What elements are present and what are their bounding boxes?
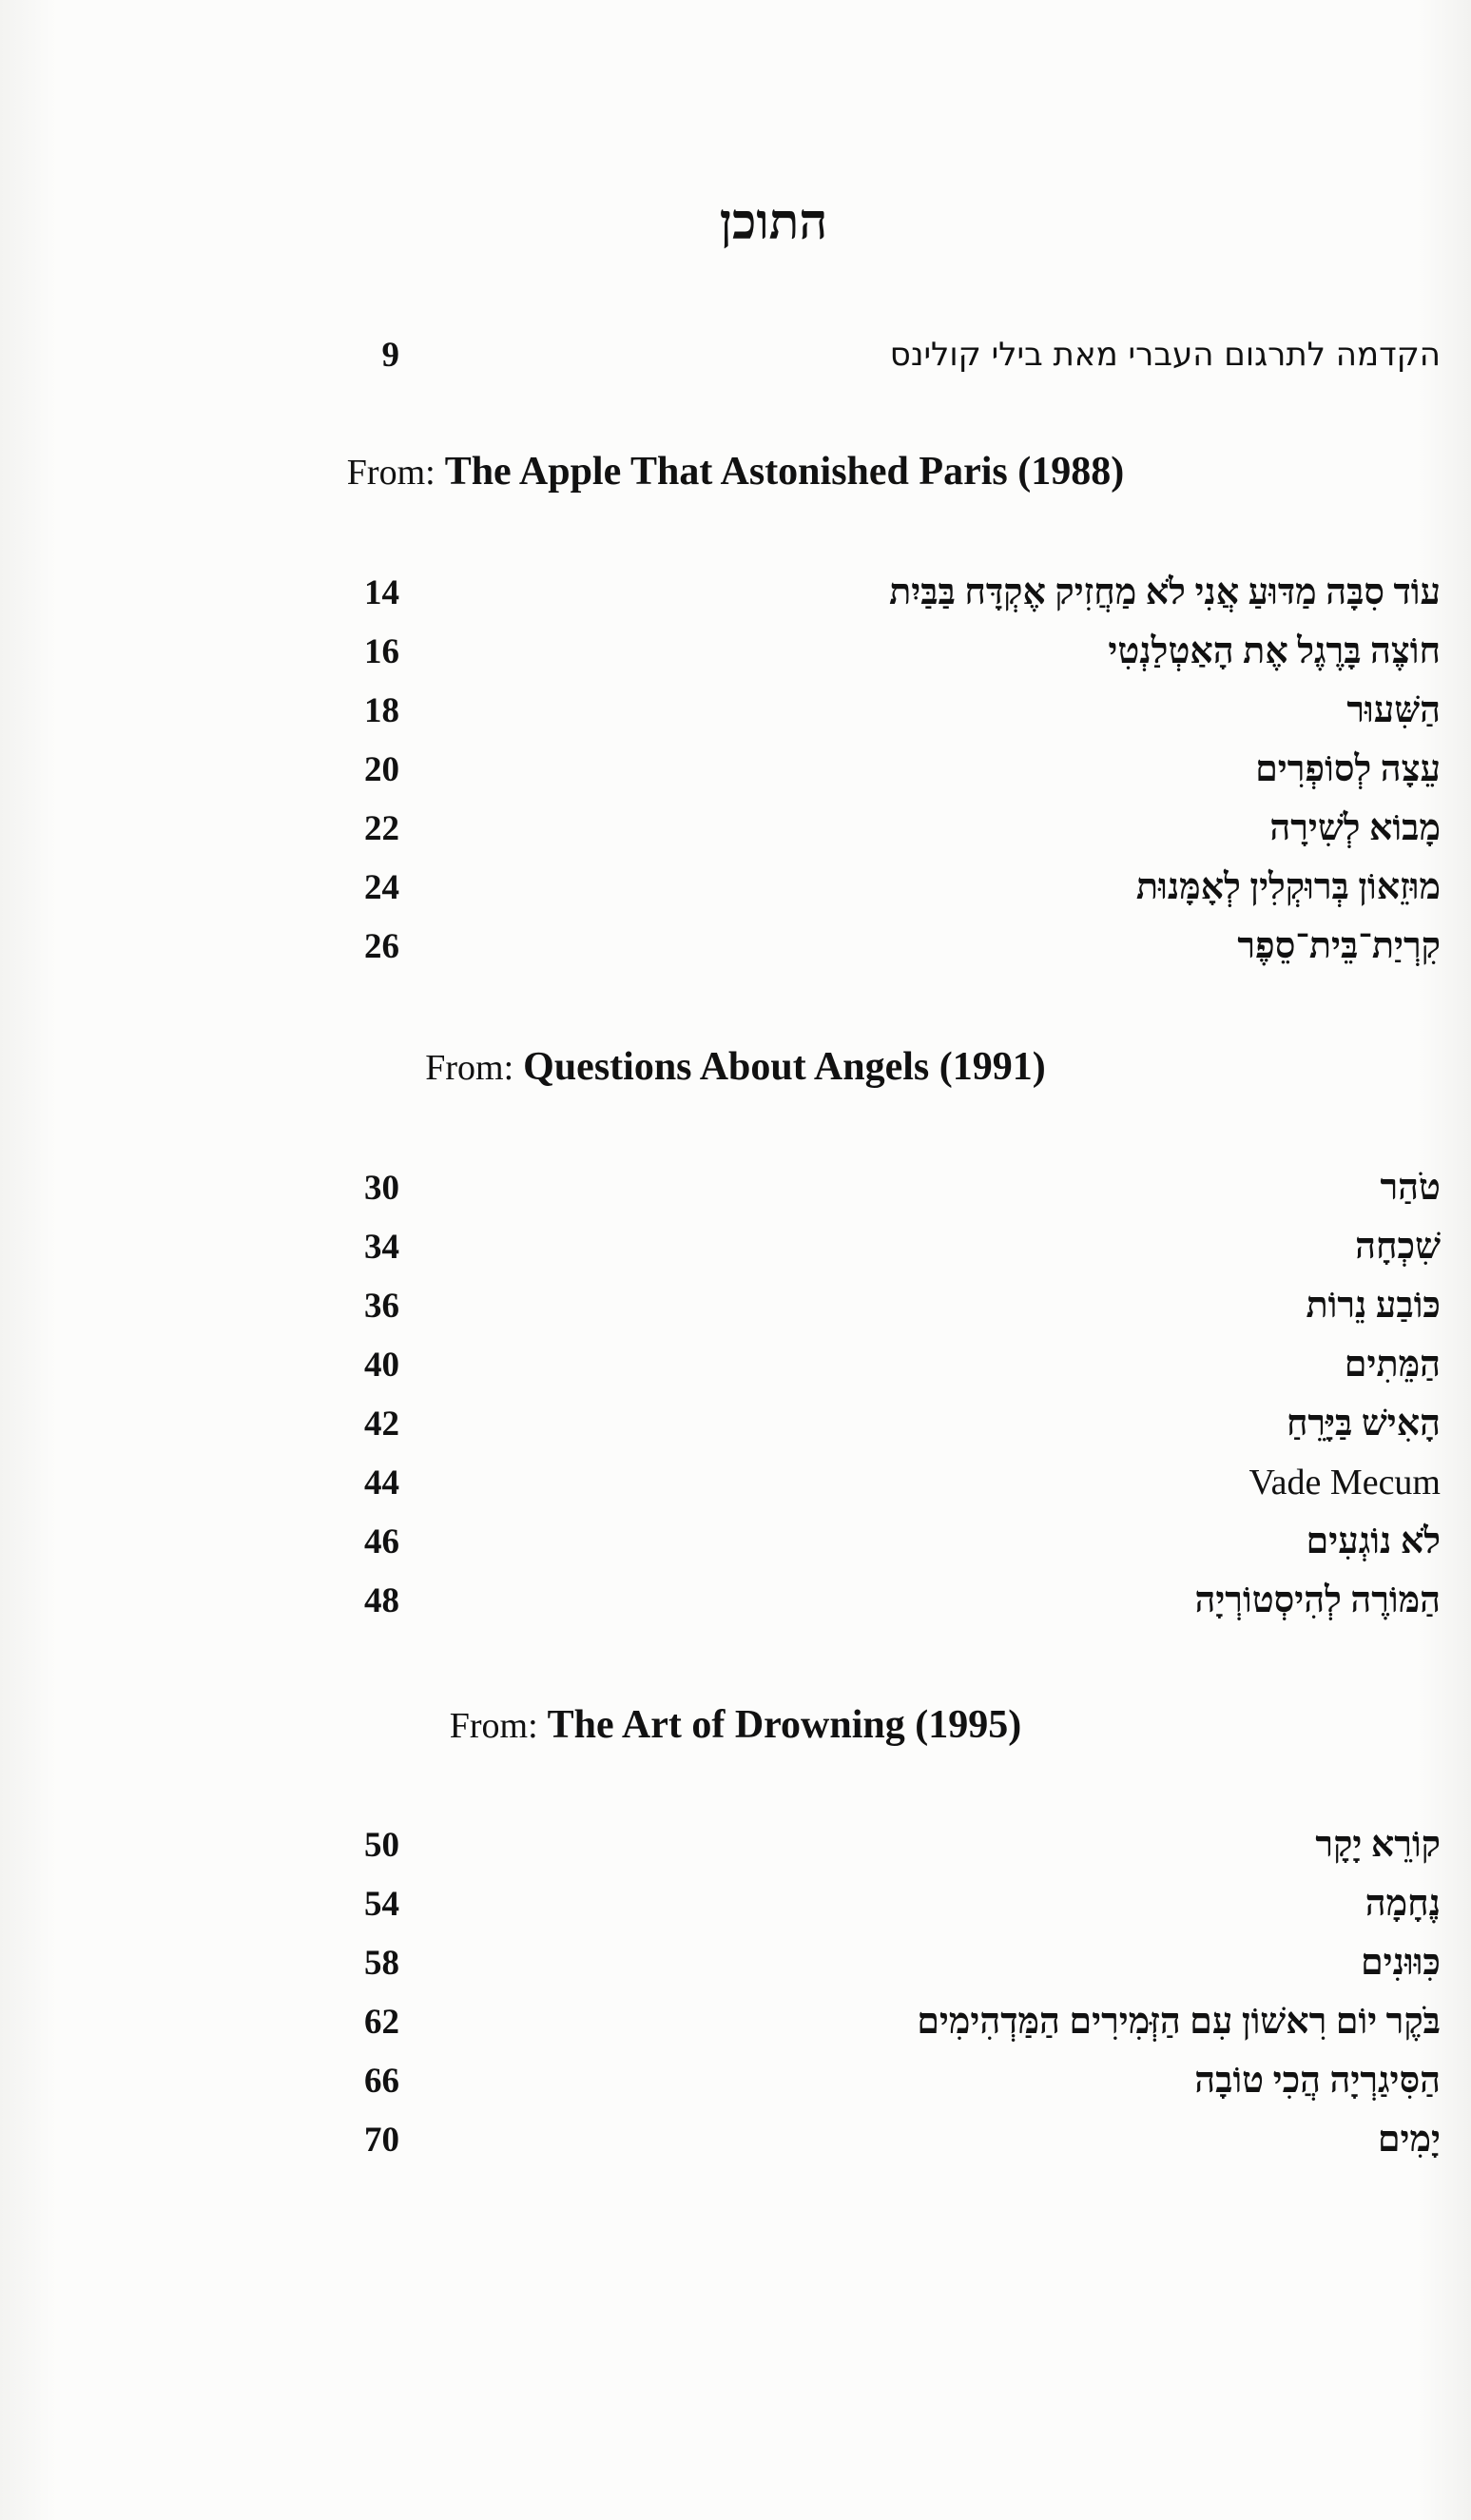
page-number: 54 [364, 1884, 399, 1924]
toc-entry-label: נֶחָמָה [1365, 1884, 1441, 1924]
page-number: 30 [364, 1168, 399, 1208]
toc-row[interactable] [323, 1574, 1441, 1627]
toc-row[interactable] [323, 1338, 1441, 1391]
page-number: 36 [364, 1286, 399, 1326]
toc-entry-label: הַמֵּתִים [1344, 1345, 1441, 1385]
page-number: 44 [364, 1463, 399, 1502]
section-book-title: The Apple That Astonished Paris (1988) [444, 450, 1125, 494]
toc-entry-label: כִּוּוּנִים [1360, 1943, 1441, 1983]
toc-entry-label: הקדמה לתרגום העברי מאת בילי קולינס [889, 336, 1441, 374]
toc-row[interactable] [323, 743, 1441, 796]
toc-entry-label: כּוֹבַע נֵרוֹת [1306, 1286, 1441, 1326]
section-heading-1 [0, 449, 1471, 494]
toc-entry-label: הַסִּיגַרְיָה הֲכִי טוֹבָה [1194, 2061, 1441, 2101]
page-number: 18 [364, 690, 399, 730]
toc-row[interactable] [323, 1936, 1441, 1989]
toc-row[interactable] [323, 1397, 1441, 1450]
page-number: 66 [364, 2061, 399, 2101]
toc-entry-label: עֵצָה לְסוֹפְרִים [1255, 749, 1441, 789]
toc-entry-label: עוֹד סִבָּה מַדּוּעַ אֲנִי לֹא מַחֲזִיק אֶקְדָּח בַּבַּיִת [889, 572, 1441, 612]
toc-row[interactable] [323, 1456, 1441, 1509]
page-number: 50 [364, 1825, 399, 1865]
toc-row[interactable] [323, 2113, 1441, 2166]
toc-row[interactable] [323, 625, 1441, 678]
page-number: 16 [364, 631, 399, 671]
toc-entry-label: טֹהַר [1380, 1168, 1441, 1208]
page-number: 42 [364, 1404, 399, 1444]
toc-entry-label: הָאִישׁ בַּיָּרֵחַ [1286, 1404, 1441, 1444]
page-number: 70 [364, 2120, 399, 2160]
toc-entry-label: בֹּקֶר יוֹם רִאשׁוֹן עִם הַזְּמִירִים הַמַּדְהִימִים [917, 2002, 1441, 2042]
toc-row[interactable] [323, 684, 1441, 737]
toc-entry-label: הַמּוֹרֶה לְהִיסְטוֹרְיָה [1194, 1580, 1441, 1620]
page-number: 9 [381, 335, 399, 375]
toc-entry-label: הַשִּׁעוּר [1346, 690, 1441, 730]
toc-row[interactable] [323, 1279, 1441, 1332]
toc-entry-label: חוֹצֶה בָּרֶגֶל אֶת הָאַטְלַנְטִי [1108, 631, 1441, 671]
section-book-title: The Art of Drowning (1995) [547, 1703, 1022, 1747]
toc-row[interactable] [323, 1161, 1441, 1214]
toc-entry-label: שִׁכְחָה [1355, 1227, 1441, 1267]
section-heading-2 [0, 1044, 1471, 1090]
toc-row[interactable] [323, 1877, 1441, 1930]
page-number: 40 [364, 1345, 399, 1385]
toc-entry-label: לֹא נוֹגְעִים [1306, 1522, 1441, 1561]
section-prefix: From: [346, 453, 435, 493]
page-number: 48 [364, 1580, 399, 1620]
toc-entry-label: קִרְיַת־בֵּית־סֵפֶר [1237, 926, 1441, 966]
toc-row[interactable] [323, 566, 1441, 619]
toc-row[interactable] [323, 802, 1441, 855]
section-prefix: From: [449, 1706, 538, 1746]
section-prefix: From: [425, 1048, 514, 1088]
toc-row[interactable] [323, 2054, 1441, 2107]
page-number: 24 [364, 867, 399, 907]
page-number: 46 [364, 1522, 399, 1561]
page-number: 20 [364, 749, 399, 789]
toc-row[interactable] [323, 861, 1441, 914]
toc-row-intro[interactable] [323, 328, 1441, 381]
toc-entry-label: יָמִים [1377, 2120, 1441, 2160]
section-book-title: Questions About Angels (1991) [523, 1045, 1046, 1089]
page-number: 58 [364, 1943, 399, 1983]
toc-row[interactable] [323, 1220, 1441, 1273]
toc-row[interactable] [323, 1995, 1441, 2048]
page-number: 26 [364, 926, 399, 966]
page-number: 62 [364, 2002, 399, 2042]
toc-entry-label: Vade Mecum [1248, 1463, 1441, 1502]
section-heading-3 [0, 1702, 1471, 1748]
page-number: 22 [364, 808, 399, 848]
toc-entry-label: קוֹרֵא יָקָר [1315, 1825, 1441, 1865]
toc-row[interactable] [323, 920, 1441, 973]
page-title: התוכן [719, 196, 828, 250]
toc-row[interactable] [323, 1515, 1441, 1568]
page-number: 34 [364, 1227, 399, 1267]
page-number: 14 [364, 572, 399, 612]
toc-row[interactable] [323, 1818, 1441, 1871]
toc-entry-label: מוּזֵאוֹן בְּרוּקְלִין לְאָמָּנוּת [1135, 867, 1441, 907]
toc-entry-label: מָבוֹא לְשִׁירָה [1269, 808, 1441, 848]
